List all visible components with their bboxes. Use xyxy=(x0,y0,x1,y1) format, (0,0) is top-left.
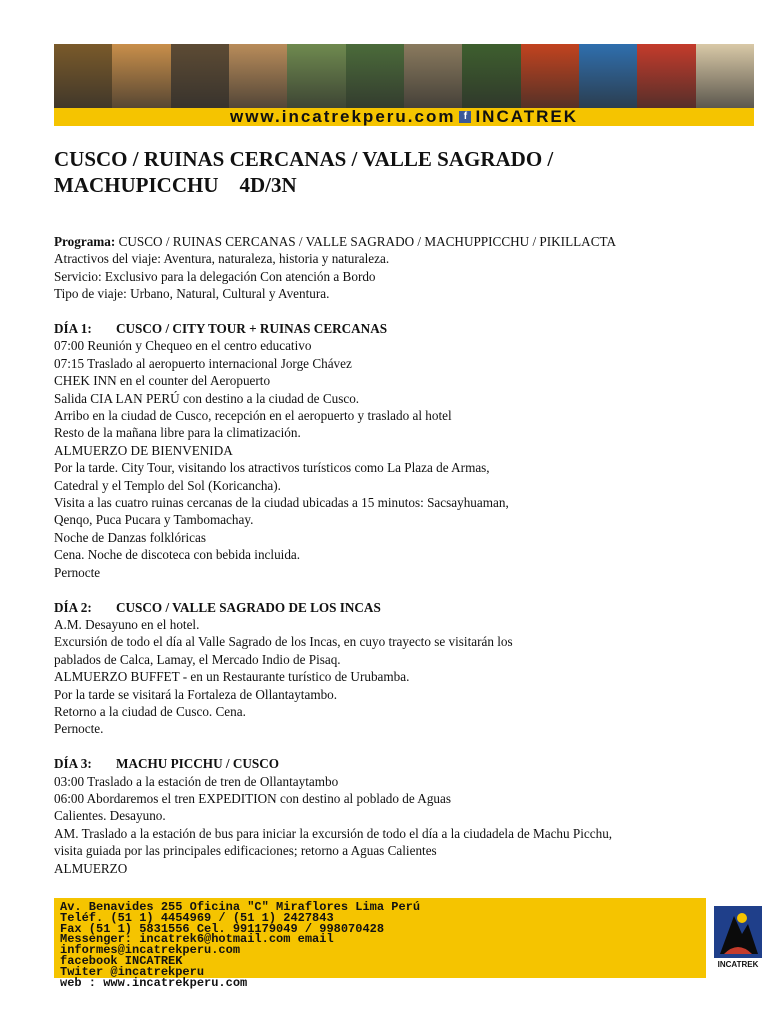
banner-photo xyxy=(637,44,695,108)
banner-photo xyxy=(112,44,170,108)
day-2-line: Retorno a la ciudad de Cusco. Cena. xyxy=(54,703,246,719)
program-value: CUSCO / RUINAS CERCANAS / VALLE SAGRADO / MACHUPPICCHU / PIKILLACTA xyxy=(115,234,617,249)
banner-photo xyxy=(579,44,637,108)
day-label: DÍA 1: xyxy=(54,321,92,337)
banner-photo xyxy=(696,44,754,108)
day-1-line: CHEK INN en el counter del Aeropuerto xyxy=(54,373,271,389)
program-label: Programa: xyxy=(54,234,116,249)
day-3-heading xyxy=(54,755,734,772)
day-1-line: Por la tarde. City Tour, visitando los atractivos turísticos como La Plaza de Armas, xyxy=(54,460,490,476)
title-line-2: MACHUPICCHU 4D/3N xyxy=(54,173,297,197)
day-2-line: ALMUERZO BUFFET - en un Restaurante turístico de Urubamba. xyxy=(54,669,410,685)
day-2-line: A.M. Desayuno en el hotel. xyxy=(54,616,200,632)
banner-photo xyxy=(346,44,404,108)
day-2-line: Excursión de todo el día al Valle Sagrado de los Incas, en cuyo trayecto se visitarán los xyxy=(54,634,513,650)
day-1-line: Resto de la mañana libre para la climatización. xyxy=(54,425,301,441)
title-line-1: CUSCO / RUINAS CERCANAS / VALLE SAGRADO / xyxy=(54,147,554,171)
day-2-heading xyxy=(54,599,734,616)
contact-footer xyxy=(54,898,706,990)
banner-photo xyxy=(229,44,287,108)
day-3-line: AM. Traslado a la estación de bus para iniciar la excursión de todo el día a la ciudadela de Machu Picchu, xyxy=(54,825,613,841)
footer-address: Av. Benavides 255 Oficina "C" Miraflores Lima Perú xyxy=(60,900,421,914)
banner-url-strip xyxy=(54,108,754,126)
banner-photo xyxy=(404,44,462,108)
facebook-icon: f xyxy=(459,111,471,123)
banner-photo xyxy=(521,44,579,108)
day-2-line: Por la tarde se visitará la Fortaleza de Ollantaytambo. xyxy=(54,686,338,702)
day-2-line: Pernocte. xyxy=(54,721,104,737)
day-3-line: Calientes. Desayuno. xyxy=(54,808,166,824)
day-1-line: Pernocte xyxy=(54,564,101,580)
banner-photo-strip xyxy=(54,44,754,108)
day-title: CUSCO / CITY TOUR + RUINAS CERCANAS xyxy=(116,321,388,337)
day-3-line: ALMUERZO xyxy=(54,860,128,876)
day-1-line: Cena. Noche de discoteca con bebida incluida. xyxy=(54,547,301,563)
program-detail: Servicio: Exclusivo para la delegación Con atención a Bordo xyxy=(54,268,376,284)
day-title: CUSCO / VALLE SAGRADO DE LOS INCAS xyxy=(116,599,381,615)
banner-photo xyxy=(171,44,229,108)
banner-photo xyxy=(54,44,112,108)
logo-emblem-icon xyxy=(712,904,764,960)
day-label: DÍA 3: xyxy=(54,756,92,772)
banner-url: www.incatrekperu.com xyxy=(229,107,456,126)
footer-twitter: Twiter @incatrekperu xyxy=(60,964,205,979)
day-3-line: visita guiada por las principales edificaciones; retorno a Aguas Calientes xyxy=(54,843,437,859)
day-1-line: ALMUERZO DE BIENVENIDA xyxy=(54,442,233,458)
day-1-line: Visita a las cuatro ruinas cercanas de la ciudad ubicadas a 15 minutos: Sacsayhuaman, xyxy=(54,495,509,511)
day-1-line: 07:15 Traslado al aeropuerto internacional Jorge Chávez xyxy=(54,355,352,371)
program-detail: Tipo de viaje: Urbano, Natural, Cultural y Aventura. xyxy=(54,286,330,302)
footer-phone: Teléf. (51 1) 4454969 / (51 1) 2427843 xyxy=(60,910,334,925)
page-title xyxy=(54,146,694,198)
footer-fax: Fax (51 1) 5831556 Cel. 991179049 / 998070428 xyxy=(60,921,385,936)
itinerary-content xyxy=(54,233,734,877)
day-3-line: 06:00 Abordaremos el tren EXPEDITION con destino al poblado de Aguas xyxy=(54,790,452,806)
program-line xyxy=(54,233,734,250)
day-1-line: Catedral y el Templo del Sol (Koricancha). xyxy=(54,477,281,493)
header-banner xyxy=(54,44,754,126)
logo-text: INCATREK xyxy=(717,960,759,969)
day-1-line: 07:00 Reunión y Chequeo en el centro educativo xyxy=(54,338,312,354)
day-2-line: pablados de Calca, Lamay, el Mercado Indio de Pisaq. xyxy=(54,651,341,667)
footer-messenger: Messenger: incatrek6@hotmail.com email xyxy=(60,932,334,947)
day-3-line: 03:00 Traslado a la estación de tren de Ollantaytambo xyxy=(54,773,339,789)
footer-web: web : www.incatrekperu.com xyxy=(60,975,248,990)
day-1-line: Qenqo, Puca Pucara y Tambomachay. xyxy=(54,512,254,528)
banner-photo xyxy=(462,44,520,108)
footer-facebook: facebook INCATREK xyxy=(60,953,183,968)
day-1-line: Salida CIA LAN PERÚ con destino a la ciudad de Cusco. xyxy=(54,390,360,406)
footer-email: informes@incatrekperu.com xyxy=(60,943,241,958)
day-1-line: Arribo en la ciudad de Cusco, recepción en el aeropuerto y traslado al hotel xyxy=(54,408,452,424)
day-title: MACHU PICCHU / CUSCO xyxy=(116,756,280,772)
day-1-line: Noche de Danzas folklóricas xyxy=(54,529,206,545)
banner-brand: INCATREK xyxy=(475,107,579,126)
banner-photo xyxy=(287,44,345,108)
incatrek-logo xyxy=(712,904,764,972)
day-1-heading xyxy=(54,320,734,337)
day-label: DÍA 2: xyxy=(54,599,92,615)
program-detail: Atractivos del viaje: Aventura, naturaleza, historia y naturaleza. xyxy=(54,251,390,267)
